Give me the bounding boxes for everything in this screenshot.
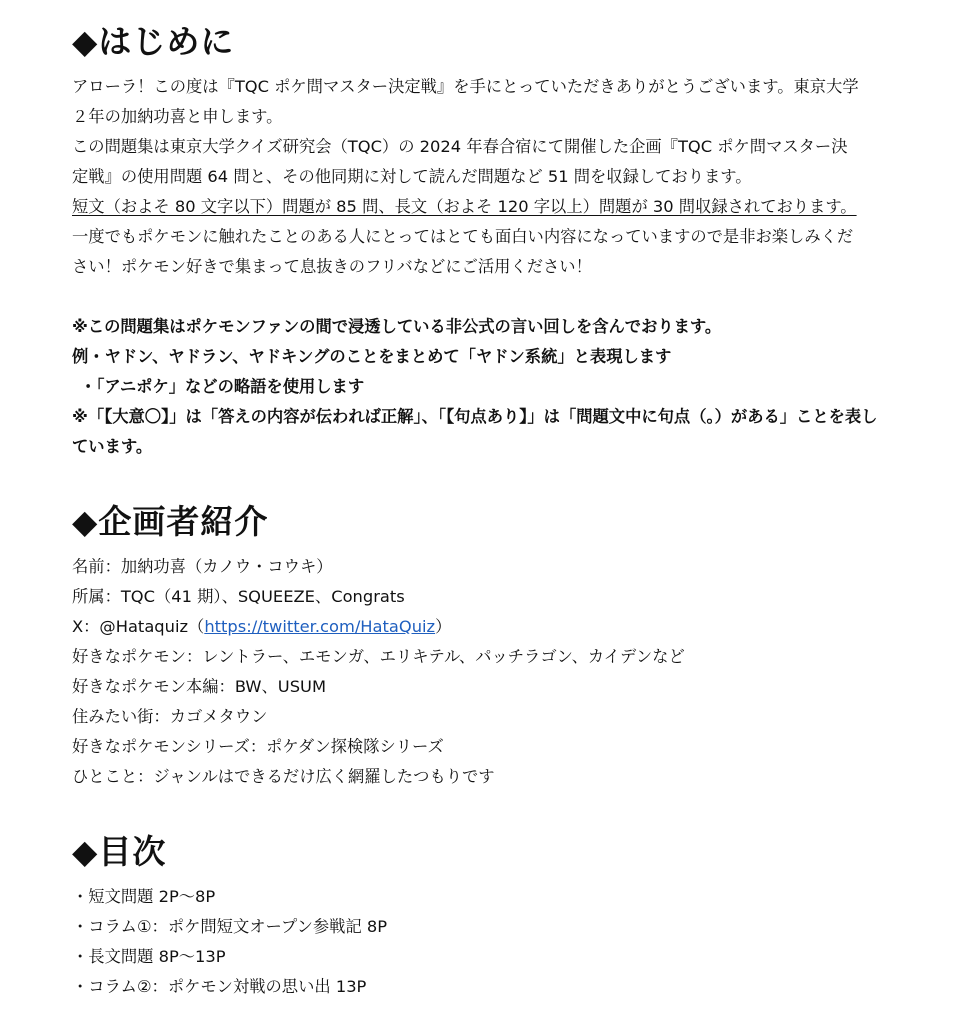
intro-note: ※この問題集はポケモンファンの間で浸透している非公式の言い回しを含んでおります。 — [72, 317, 722, 336]
intro-line: 定戦』の使用問題 64 問と、その他同期に対して読んだ問題など 51 問を収録しております。 — [72, 167, 752, 186]
intro-line: 一度でもポケモンに触れたことのある人にとってはとても面白い内容になっていますので是非お楽しみくだ — [72, 227, 854, 246]
toc-item: ・短文問題 2P～8P — [72, 887, 216, 906]
profile-fav-pokemon: 好きなポケモン：レントラー、エモンガ、エリキテル、パッチラゴン、カイデンなど — [72, 647, 685, 666]
x-link[interactable]: https://twitter.com/HataQuiz — [204, 617, 436, 636]
intro-line: この問題集は東京大学クイズ研究会（TQC）の 2024 年春合宿にて開催した企画『TQC ポケ問マスター決 — [72, 137, 848, 156]
intro-note: ています。 — [72, 437, 153, 456]
profile-x-account — [72, 617, 451, 637]
toc-item: ・コラム②：ポケモン対戦の思い出 13P — [72, 977, 367, 996]
intro-heading: ◆はじめに — [72, 22, 235, 61]
intro-note: 例・ヤドン、ヤドラン、ヤドキングのことをまとめて「ヤドン系統」と表現します — [72, 347, 672, 366]
x-suffix: ） — [435, 617, 452, 636]
intro-line: ２年の加納功喜と申します。 — [72, 107, 283, 126]
intro-note: ※「【大意〇】」は「答えの内容が伝われば正解」、「【句点あり】」は「問題文中に句点（。）がある」ことを表し — [72, 407, 878, 426]
intro-line: アローラ！この度は『TQC ポケ問マスター決定戦』を手にとっていただきありがとうございます。東京大学 — [72, 77, 859, 96]
intro-line: さい！ポケモン好きで集まって息抜きのフリバなどにご活用ください！ — [72, 257, 592, 276]
profile-fav-game: 好きなポケモン本編：BW、USUM — [72, 677, 326, 696]
intro-line-underlined: 短文（およそ 80 文字以下）問題が 85 問、長文（およそ 120 字以上）問題が 30 問収録されております。 — [72, 197, 857, 216]
profile-comment: ひとこと：ジャンルはできるだけ広く網羅したつもりです — [72, 767, 495, 786]
x-prefix: X：@Hataquiz（ — [72, 617, 205, 636]
profile-affiliation: 所属：TQC（41 期）、SQUEEZE、Congrats — [72, 587, 405, 606]
toc-heading: ◆目次 — [72, 832, 167, 871]
toc-item: ・長文問題 8P～13P — [72, 947, 226, 966]
profile-fav-town: 住みたい街：カゴメタウン — [72, 707, 268, 726]
intro-note: ・「アニポケ」などの略語を使用します — [80, 377, 365, 396]
toc-item: ・コラム①：ポケ問短文オープン参戦記 8P — [72, 917, 388, 936]
profile-fav-series: 好きなポケモンシリーズ：ポケダン探検隊シリーズ — [72, 737, 444, 756]
profile-heading: ◆企画者紹介 — [72, 502, 269, 541]
profile-name: 名前：加納功喜（カノウ・コウキ） — [72, 557, 333, 576]
